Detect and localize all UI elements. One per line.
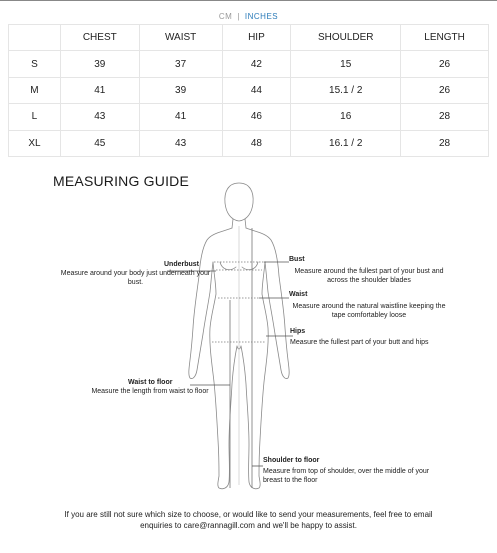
size-label: L xyxy=(9,104,61,130)
waist-to-floor-title: Waist to floor xyxy=(128,379,173,386)
footer-line-2: enquiries to care@rannagill.com and we'll be happy to assist. xyxy=(140,521,357,530)
hip-value: 48 xyxy=(222,130,291,156)
figure-right-leg xyxy=(241,262,268,489)
header-chest: CHEST xyxy=(60,25,139,51)
chest-value: 43 xyxy=(60,104,139,130)
waist-label xyxy=(289,290,449,320)
length-value: 26 xyxy=(401,77,489,103)
header-shoulder: SHOULDER xyxy=(291,25,401,51)
shoulder-value: 16 xyxy=(291,104,401,130)
size-label: S xyxy=(9,51,61,77)
hip-value: 46 xyxy=(222,104,291,130)
shoulder-to-floor-text: Measure from top of shoulder, over the middle of your breast to the floor xyxy=(263,468,430,484)
top-divider xyxy=(0,0,497,1)
header-length: LENGTH xyxy=(401,25,489,51)
figure-head xyxy=(225,183,253,221)
hip-value: 44 xyxy=(222,77,291,103)
waist-to-floor-text: Measure the length from waist to floor xyxy=(91,388,209,395)
hip-value: 42 xyxy=(222,51,291,77)
shoulder-value: 16.1 / 2 xyxy=(291,130,401,156)
hips-label xyxy=(290,327,460,347)
footer-line-1: If you are still not sure which size to choose, or would like to send your measurements, feel free to email xyxy=(64,510,433,519)
hips-text: Measure the fullest part of your butt and hips xyxy=(290,339,429,346)
chest-value: 39 xyxy=(60,51,139,77)
measuring-guide-title: MEASURING GUIDE xyxy=(53,173,190,189)
bust-text: Measure around the fullest part of your bust and across the shoulder blades xyxy=(294,268,444,284)
unit-cm-option[interactable]: CM xyxy=(218,12,233,21)
header-size xyxy=(9,25,61,51)
waist-to-floor-label xyxy=(80,378,220,396)
size-label: M xyxy=(9,77,61,103)
unit-inches-option[interactable]: INCHES xyxy=(244,12,279,21)
waist-value: 37 xyxy=(139,51,222,77)
bust-label xyxy=(289,255,449,285)
shoulder-to-floor-title: Shoulder to floor xyxy=(263,457,320,464)
table-row xyxy=(9,51,489,77)
waist-value: 39 xyxy=(139,77,222,103)
waist-value: 41 xyxy=(139,104,222,130)
figure-left-outline xyxy=(189,228,232,379)
header-hip: HIP xyxy=(222,25,291,51)
bust-title: Bust xyxy=(289,256,305,263)
table-row xyxy=(9,104,489,130)
underbust-text: Measure around your body just underneath your bust. xyxy=(60,270,211,286)
shoulder-value: 15 xyxy=(291,51,401,77)
unit-separator: | xyxy=(237,12,240,21)
waist-text: Measure around the natural waistline keeping the tape comfortabley loose xyxy=(292,303,446,319)
help-footer xyxy=(0,509,497,531)
hips-title: Hips xyxy=(290,328,306,335)
waist-value: 43 xyxy=(139,130,222,156)
underbust-label xyxy=(58,260,213,287)
table-row xyxy=(9,130,489,156)
length-value: 26 xyxy=(401,51,489,77)
figure-left-leg xyxy=(210,262,237,489)
chest-value: 41 xyxy=(60,77,139,103)
waist-title: Waist xyxy=(289,291,308,298)
length-value: 28 xyxy=(401,130,489,156)
length-value: 28 xyxy=(401,104,489,130)
unit-toggle xyxy=(0,12,497,21)
table-header-row xyxy=(9,25,489,51)
size-chart-table xyxy=(8,24,489,157)
size-label: XL xyxy=(9,130,61,156)
table-row xyxy=(9,77,489,103)
header-waist: WAIST xyxy=(139,25,222,51)
shoulder-to-floor-label xyxy=(263,456,438,485)
shoulder-value: 15.1 / 2 xyxy=(291,77,401,103)
underbust-title: Underbust xyxy=(164,261,199,268)
figure-right-outline xyxy=(246,228,289,379)
chest-value: 45 xyxy=(60,130,139,156)
